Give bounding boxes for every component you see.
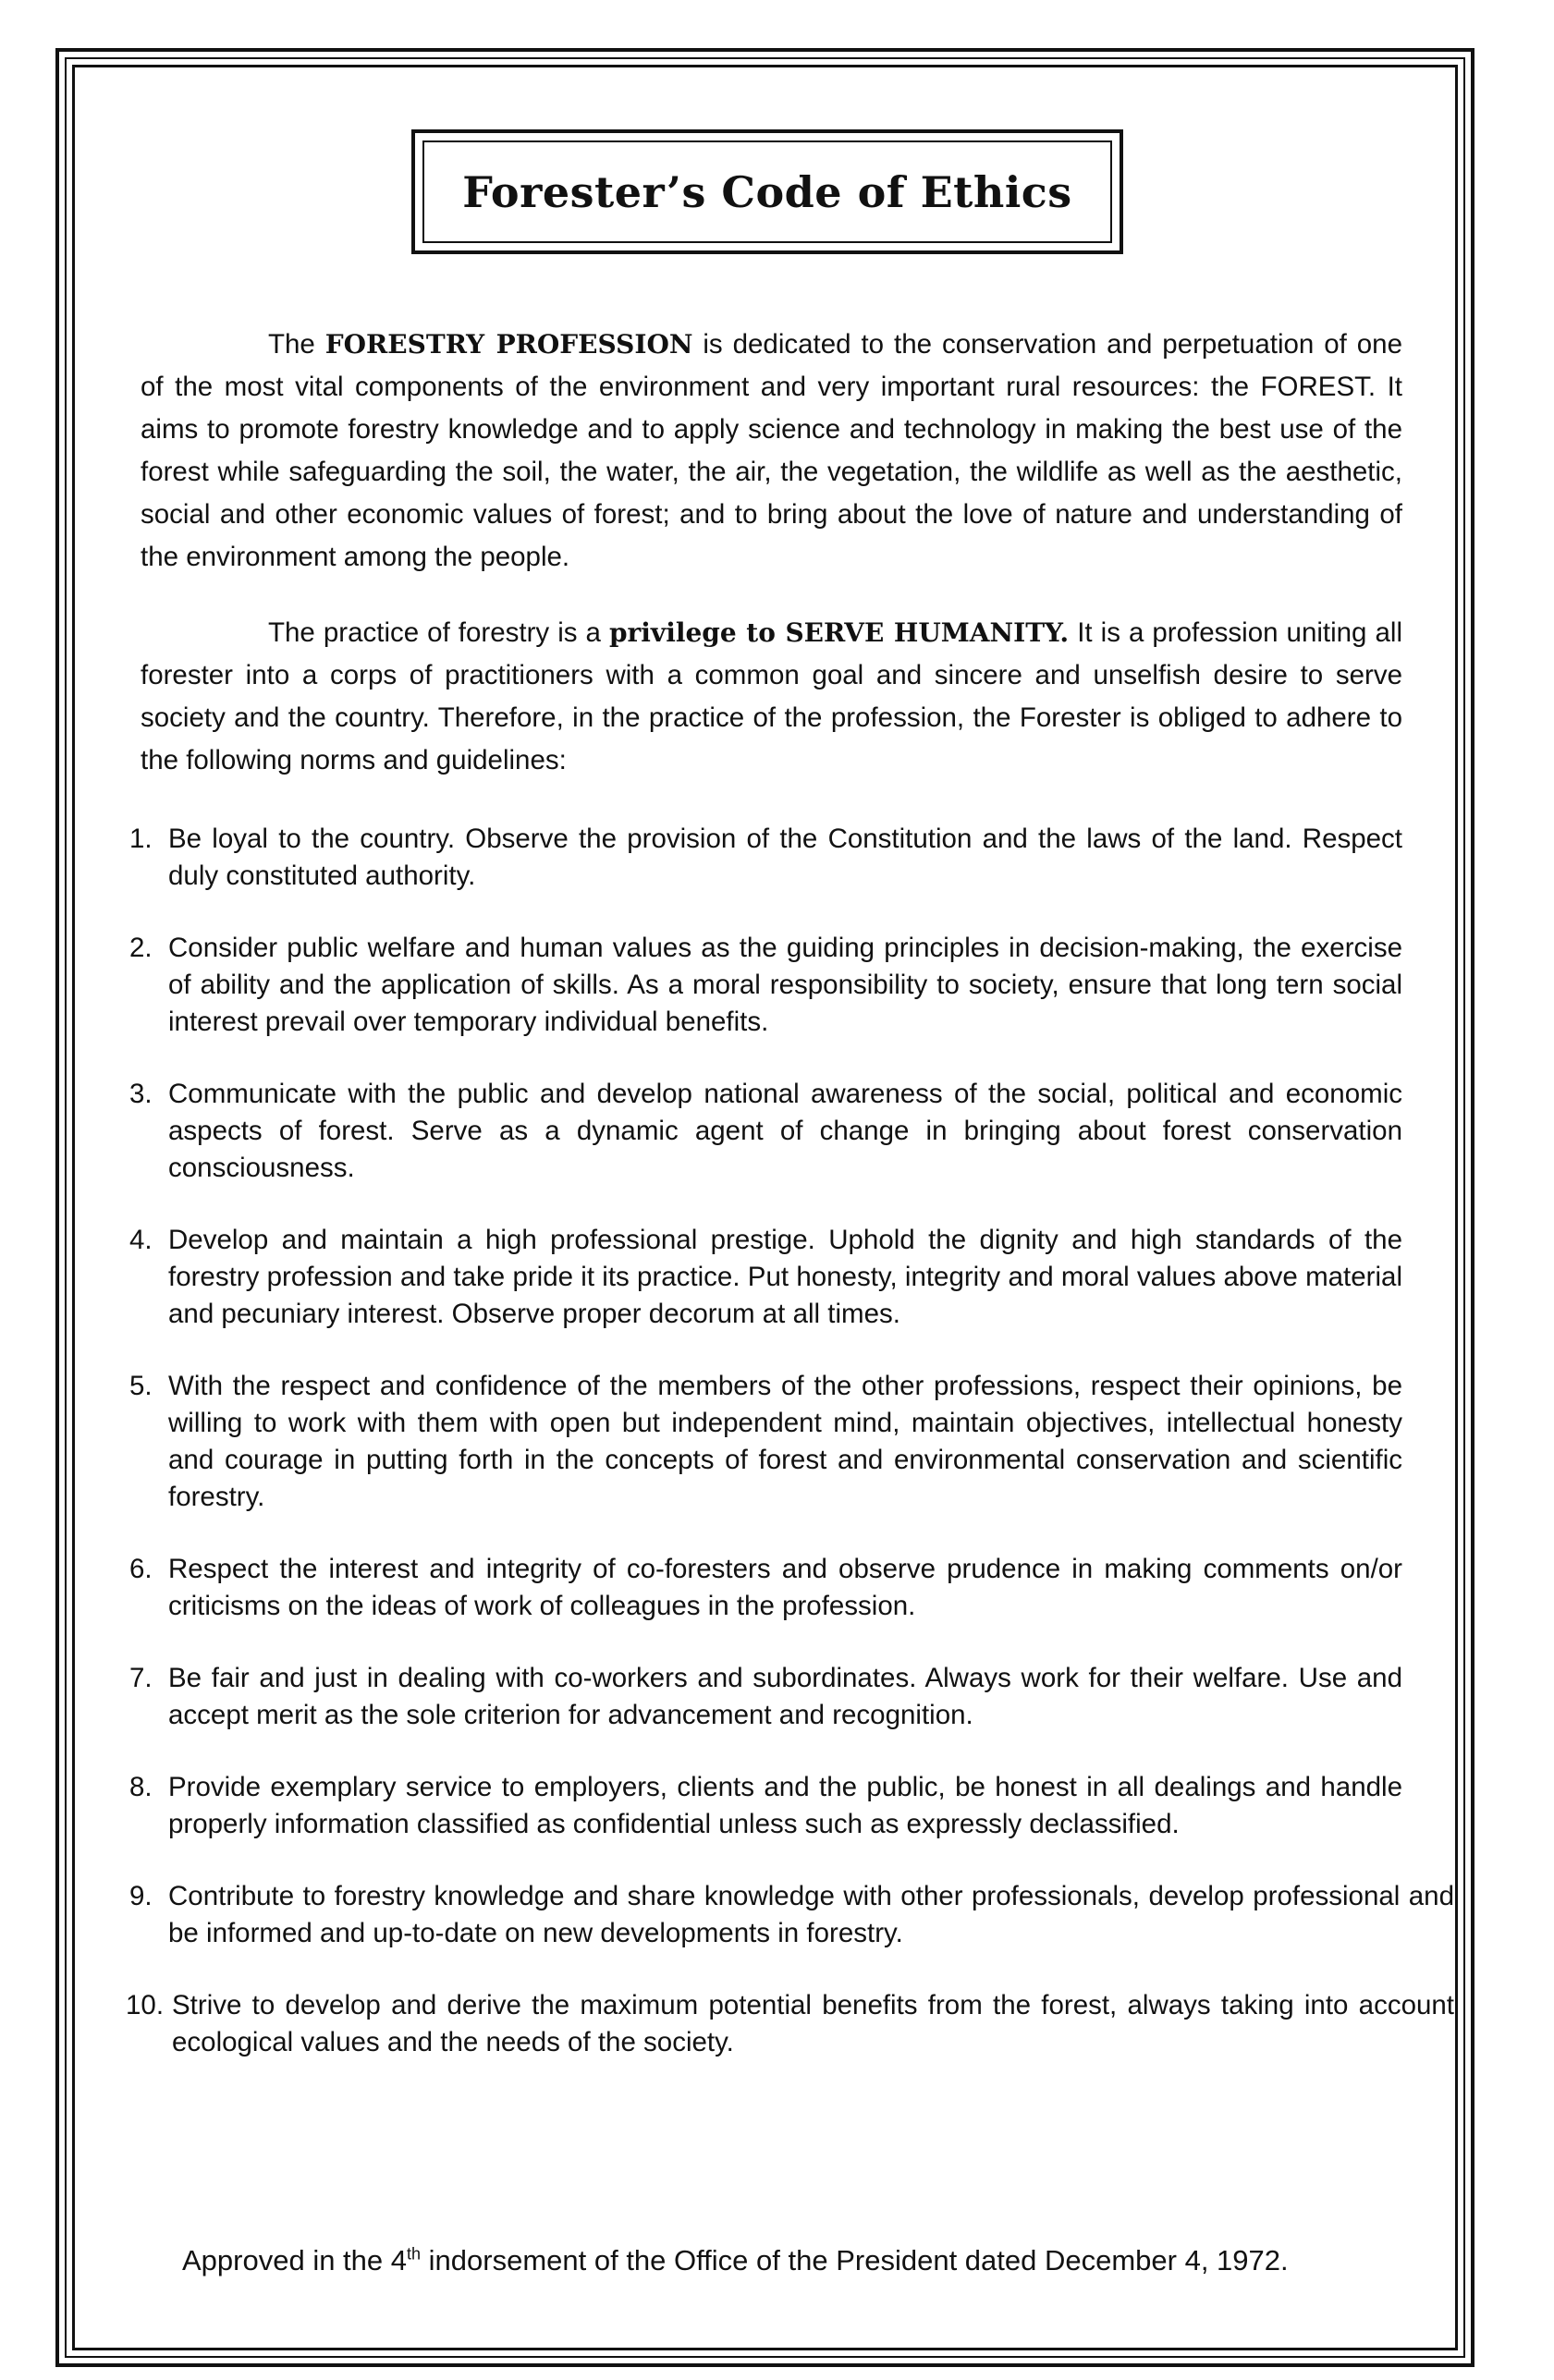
title-box: [411, 129, 1123, 254]
norm-number: 10.: [126, 1990, 165, 2020]
norm-item: [129, 930, 1402, 1041]
document-body: [126, 323, 1454, 2096]
norm-text: Develop and maintain a high professional prestige. Uphold the dignity and high standards of the forestry profession and take pride it its practice. Put honesty, integrity and moral values above material and pecuniary interest. Observe proper decorum at all times.: [168, 1225, 1402, 1329]
norm-item: [129, 1076, 1402, 1187]
approval-superscript: th: [407, 2244, 422, 2264]
norm-number: 3.: [129, 1079, 153, 1109]
norms-list: [126, 821, 1454, 2061]
norm-number: 5.: [129, 1371, 153, 1401]
intro-2-before: The practice of forestry is a: [268, 617, 609, 648]
norm-text: Be loyal to the country. Observe the provision of the Constitution and the laws of the land. Respect duly constituted authority.: [168, 824, 1402, 891]
norm-text: Be fair and just in dealing with co-workers and subordinates. Always work for their welfare. Use and accept merit as the sole criterion for advancement and recognition.: [168, 1663, 1402, 1730]
norm-number: 6.: [129, 1554, 153, 1584]
norm-item: [126, 1987, 1454, 2061]
intro-1-before: The: [268, 329, 325, 360]
norm-item: [129, 1878, 1454, 1952]
intro-paragraph-2: [141, 612, 1402, 782]
norm-number: 4.: [129, 1225, 153, 1255]
norm-text: Strive to develop and derive the maximum potential benefits from the forest, always taking into account ecological values and the needs of the society.: [172, 1990, 1454, 2057]
norm-item: [129, 1769, 1402, 1843]
norm-number: 2.: [129, 933, 153, 963]
norm-item: [129, 1368, 1402, 1516]
norm-text: Provide exemplary service to employers, clients and the public, be honest in all dealings and handle properly information classified as confidential unless such as expressly declassified.: [168, 1772, 1402, 1839]
norm-item: [129, 1222, 1402, 1333]
norm-number: 9.: [129, 1881, 153, 1911]
intro-1-emphasis: FORESTRY PROFESSION: [324, 329, 693, 360]
norm-text: Contribute to forestry knowledge and share knowledge with other professionals, develop professional and be informed and up-to-date on new developments in forestry.: [168, 1881, 1454, 1948]
norm-number: 7.: [129, 1663, 153, 1693]
norm-text: With the respect and confidence of the members of the other professions, respect their opinions, be willing to work with them with open but independent mind, maintain objectives, intellectual honesty and courage in putting forth in the concepts of forest and environmental conservation and scientific forestry.: [168, 1371, 1402, 1512]
approval-after: indorsement of the Office of the President dated December 4, 1972.: [421, 2244, 1289, 2276]
norm-number: 8.: [129, 1772, 153, 1802]
approval-note: [182, 2244, 1289, 2277]
norm-number: 1.: [129, 824, 153, 854]
intro-2-emphasis: privilege to SERVE HUMANITY.: [608, 617, 1070, 648]
norm-text: Respect the interest and integrity of co-foresters and observe prudence in making comments on/or criticisms on the ideas of work of colleagues in the profession.: [168, 1554, 1402, 1621]
norm-text: Communicate with the public and develop national awareness of the social, political and economic aspects of forest. Serve as a dynamic agent of change in bringing about forest conservation consciousness.: [168, 1079, 1402, 1183]
title-box-inner: [422, 140, 1112, 243]
norm-item: [129, 1551, 1402, 1625]
intro-2-after: It is a profession uniting all forester into a corps of practitioners with a common goal and sincere and unselfish desire to serve society and the country. Therefore, in the practice of the profession, the Forester is obliged to adhere to the following norms and guidelines:: [141, 617, 1403, 775]
intro-paragraph-1: [141, 323, 1402, 579]
approval-before: Approved in the 4: [182, 2244, 408, 2276]
norm-text: Consider public welfare and human values as the guiding principles in decision-making, the exercise of ability and the application of skills. As a moral responsibility to society, ensure that long tern social interest prevail over temporary individual benefits.: [168, 933, 1402, 1037]
intro-1-after: is dedicated to the conservation and perpetuation of one of the most vital components of the environment and very important rural resources: the FOREST. It aims to promote forestry knowledge and to apply science and technology in making the best use of the forest while safeguarding the soil, the water, the air, the vegetation, the wildlife as well as the aesthetic, social and other economic values of forest; and to bring about the love of nature and understanding of the environment among the people.: [141, 329, 1402, 572]
page-title: Forester’s Code of Ethics: [462, 166, 1072, 217]
norm-item: [129, 821, 1402, 895]
norm-item: [129, 1660, 1402, 1734]
